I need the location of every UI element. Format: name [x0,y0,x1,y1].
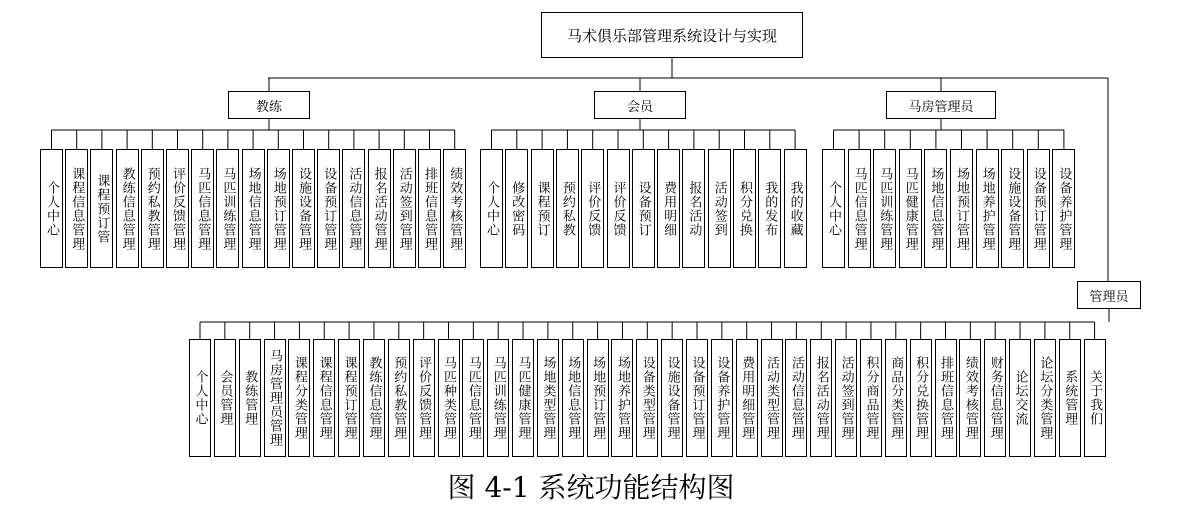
leaf-node: 评价反馈 [581,149,604,268]
leaf-node: 费用明细 [657,149,680,268]
leaf-node: 教练信息管理 [363,339,385,457]
leaf-node: 活动签到管理 [835,339,857,457]
leaf-node: 积分兑换管理 [910,339,932,457]
leaf-node: 活动签到管理 [393,149,416,268]
leaf-node: 课程信息管理 [313,339,335,457]
leaf-node: 评价反馈 [607,149,630,268]
leaf-node: 论坛分类管理 [1034,339,1056,457]
leaf-node: 修改密码 [505,149,528,268]
leaf-node: 教练管理 [239,339,261,457]
leaf-node: 马匹信息管理 [191,149,214,268]
root-node: 马术俱乐部管理系统设计与实现 [541,12,803,58]
leaf-node: 排班信息管理 [418,149,441,268]
leaf-node: 活动信息管理 [342,149,365,268]
leaf-node: 预约私教管理 [141,149,164,268]
leaf-node: 马匹训练管理 [216,149,239,268]
leaf-node: 我的收藏 [784,149,807,268]
leaf-node: 商品分类管理 [885,339,907,457]
leaf-node: 马匹信息管理 [848,149,871,268]
leaf-node: 报名活动管理 [810,339,832,457]
leaf-node: 设备预订管理 [1027,149,1050,268]
leaf-node: 课程预订 [531,149,554,268]
leaf-node: 个人中心 [480,149,503,268]
leaf-node: 课程预订管 [90,149,113,268]
leaf-node: 马房管理员管理 [264,339,286,457]
leaf-node: 课程预订管理 [338,339,360,457]
leaf-node: 设备预订管理 [686,339,708,457]
leaf-node: 积分兑换 [733,149,756,268]
leaf-node: 报名活动管理 [368,149,391,268]
leaf-node: 排班信息管理 [935,339,957,457]
leaf-node: 场地养护管理 [611,339,633,457]
leaf-node: 财务信息管理 [984,339,1006,457]
group-node-2: 马房管理员 [886,91,996,119]
leaf-node: 设备类型管理 [636,339,658,457]
leaf-node: 设备预订管理 [317,149,340,268]
leaf-node: 评价反馈管理 [413,339,435,457]
leaf-node: 我的发布 [758,149,781,268]
leaf-node: 设备养护管理 [1052,149,1075,268]
group-node-0: 教练 [228,91,310,119]
leaf-node: 绩效考核管理 [959,339,981,457]
leaf-node: 设备养护管理 [711,339,733,457]
leaf-node: 活动信息管理 [785,339,807,457]
leaf-node: 设备预订 [632,149,655,268]
leaf-node: 马匹训练管理 [487,339,509,457]
figure-caption: 图 4-1 系统功能结构图 [447,471,735,504]
leaf-node: 系统管理 [1059,339,1081,457]
leaf-node: 个人中心 [40,149,63,268]
leaf-node: 设施设备管理 [292,149,315,268]
leaf-node: 活动类型管理 [761,339,783,457]
leaf-node: 个人中心 [822,149,845,268]
group-node-3: 管理员 [1077,281,1141,309]
leaf-node: 马匹训练管理 [873,149,896,268]
leaf-node: 课程信息管理 [65,149,88,268]
leaf-node: 个人中心 [189,339,211,457]
leaf-node: 场地信息管理 [924,149,947,268]
leaf-node: 设施设备管理 [661,339,683,457]
leaf-node: 会员管理 [214,339,236,457]
leaf-node: 评价反馈管理 [166,149,189,268]
leaf-node: 场地类型管理 [537,339,559,457]
leaf-node: 马匹种类管理 [438,339,460,457]
leaf-node: 课程分类管理 [288,339,310,457]
leaf-node: 绩效考核管理 [443,149,466,268]
leaf-node: 马匹健康管理 [899,149,922,268]
leaf-node: 报名活动 [682,149,705,268]
leaf-node: 马匹健康管理 [512,339,534,457]
leaf-node: 教练信息管理 [116,149,139,268]
leaf-node: 费用明细管理 [736,339,758,457]
group-node-1: 会员 [594,91,686,119]
leaf-node: 设施设备管理 [1001,149,1024,268]
leaf-node: 马匹信息管理 [462,339,484,457]
leaf-node: 预约私教 [556,149,579,268]
leaf-node: 积分商品管理 [860,339,882,457]
leaf-node: 场地信息管理 [242,149,265,268]
leaf-node: 场地养护管理 [976,149,999,268]
leaf-node: 场地预订管理 [587,339,609,457]
leaf-node: 场地信息管理 [562,339,584,457]
leaf-node: 活动签到 [708,149,731,268]
leaf-node: 论坛交流 [1009,339,1031,457]
leaf-node: 场地预订管理 [267,149,290,268]
leaf-node: 场地预订管理 [950,149,973,268]
leaf-node: 预约私教管理 [388,339,410,457]
leaf-node: 关于我们 [1084,339,1106,457]
